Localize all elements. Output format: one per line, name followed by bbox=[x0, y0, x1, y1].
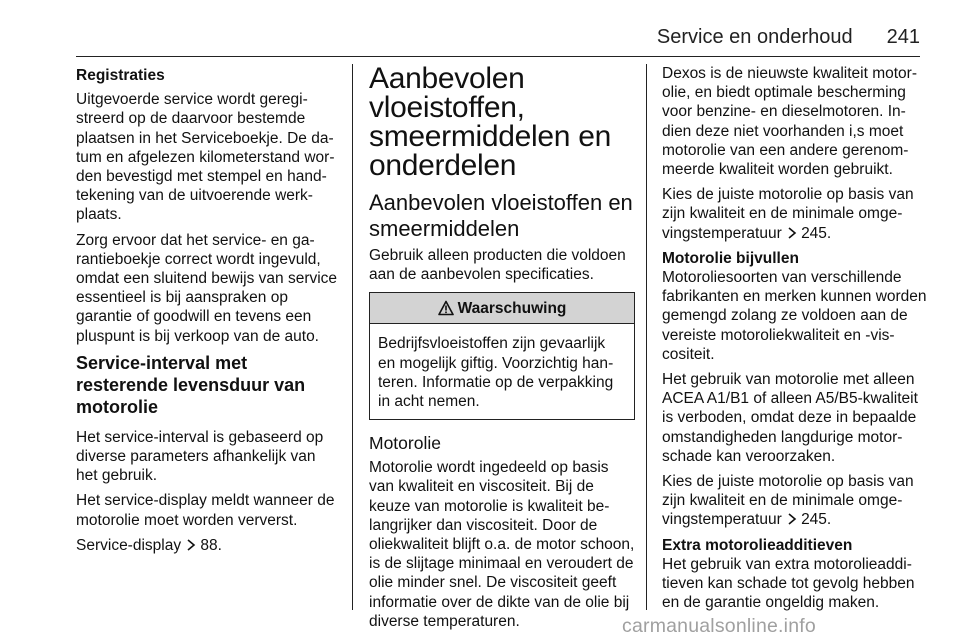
heading-service-interval: Service-interval met resterende levensduur van motorolie bbox=[76, 352, 306, 417]
paragraph: Het gebruik van extra motorolieadditieven kan schade tot gevolg hebben en de garantie ongeldig maken. bbox=[662, 555, 915, 612]
paragraph-text: Service-display bbox=[76, 536, 186, 554]
paragraph-with-reference bbox=[662, 185, 928, 243]
warning-box bbox=[369, 292, 635, 420]
page-reference-number: 245. bbox=[801, 511, 832, 529]
reference-arrow-icon bbox=[185, 539, 197, 551]
column-divider-1 bbox=[352, 64, 353, 610]
header-rule bbox=[76, 56, 920, 57]
page-header bbox=[76, 26, 920, 52]
column-2 bbox=[369, 64, 635, 637]
warning-triangle-icon bbox=[438, 300, 454, 316]
reference-arrow-icon bbox=[786, 513, 798, 525]
paragraph: Uitgevoerde service wordt geregistreerd op de daarvoor bestemde plaatsen in het Serviceboekje. De datum en afgelezen kilometerstand worden bevestigd met stempel en handtekening van de uitvoerende werkplaats. bbox=[76, 91, 335, 224]
reference-arrow-icon bbox=[786, 227, 798, 239]
section-title: Aanbevolen vloeistoffen, smeermiddelen en onderdelen bbox=[369, 62, 611, 182]
paragraph: Dexos is de nieuwste kwaliteit motorolie, en biedt optimale bescherming voor benzine- en dieselmotoren. Indien deze niet voorhanden i,s moet motorolie van een andere gerenommeerde kwaliteit worden gebruikt. bbox=[662, 65, 917, 179]
paragraph-with-reference bbox=[662, 472, 928, 530]
paragraph-service-display bbox=[76, 536, 338, 555]
heading-motorolie-bijvullen: Motorolie bijvullen bbox=[662, 249, 799, 267]
page-reference[interactable] bbox=[185, 537, 222, 554]
paragraph: Het service-interval is gebaseerd op diverse parameters afhankelijk van het gebruik. bbox=[76, 428, 324, 485]
column-1 bbox=[76, 64, 338, 561]
paragraph: Zorg ervoor dat het service- en garantieboekje correct wordt ingevuld, omdat een sluitend bewijs van service essentieel is bij aanspraken op garantie of goodwill en tevens een pluspunt is bij verkoop van de auto. bbox=[76, 231, 338, 345]
paragraph: Motoroliesoorten van verschillende fabrikanten en merken kunnen worden gemengd zolang ze voldoen aan de vereiste motoroliekwaliteit en -viscositeit. bbox=[662, 269, 927, 363]
paragraph-text: Kies de juiste motorolie op basis van zijn kwaliteit en de minimale omgevingstemperatuur bbox=[662, 186, 914, 242]
paragraph: Motorolie wordt ingedeeld op basis van kwaliteit en viscositeit. Bij de keuze van motorolie is kwaliteit belangrijker dan viscositeit. Door de oliekwaliteit blijft o.a. de motor schoon, is de slijtage minimaal en veroudert de olie minder snel. De viscositeit geeft informatie over de dikte van de olie bij diverse temperaturen. bbox=[369, 459, 635, 630]
warning-header bbox=[370, 293, 634, 324]
paragraph-text: Kies de juiste motorolie op basis van zijn kwaliteit en de minimale omgevingstemperatuur bbox=[662, 473, 914, 529]
page-reference-number: 88. bbox=[200, 536, 222, 554]
paragraph: Het gebruik van motorolie met alleen ACEA A1/B1 of alleen A5/B5-kwaliteit is verboden, omdat deze in bepaalde omstandigheden langdurige motorschade kan veroorzaken. bbox=[662, 371, 918, 465]
warning-title: Waarschuwing bbox=[457, 299, 567, 317]
paragraph: Gebruik alleen producten die voldoen aan de aanbevolen specificaties. bbox=[369, 247, 626, 284]
page-number: 241 bbox=[886, 26, 920, 48]
column-3 bbox=[662, 64, 928, 618]
page-reference-number: 245. bbox=[801, 224, 832, 242]
paragraph: Het service-display meldt wanneer de motorolie moet worden ververst. bbox=[76, 492, 335, 529]
page-reference[interactable] bbox=[786, 225, 831, 242]
column-divider-2 bbox=[646, 64, 647, 610]
warning-text: Bedrijfsvloeistoffen zijn gevaarlijk en mogelijk giftig. Voorzichtig hanteren. Informatie op de verpakking in acht nemen. bbox=[378, 335, 614, 411]
chapter-title: Service en onderhoud bbox=[656, 26, 853, 48]
page-reference[interactable] bbox=[786, 511, 831, 528]
heading-registraties: Registraties bbox=[76, 67, 165, 84]
heading-extra-additieven: Extra motorolieadditieven bbox=[662, 536, 853, 554]
heading-motorolie: Motorolie bbox=[369, 433, 441, 454]
section-subtitle: Aanbevolen vloeistoffen en smeermiddelen bbox=[369, 190, 633, 241]
watermark: carmanualsonline.info bbox=[622, 615, 816, 637]
